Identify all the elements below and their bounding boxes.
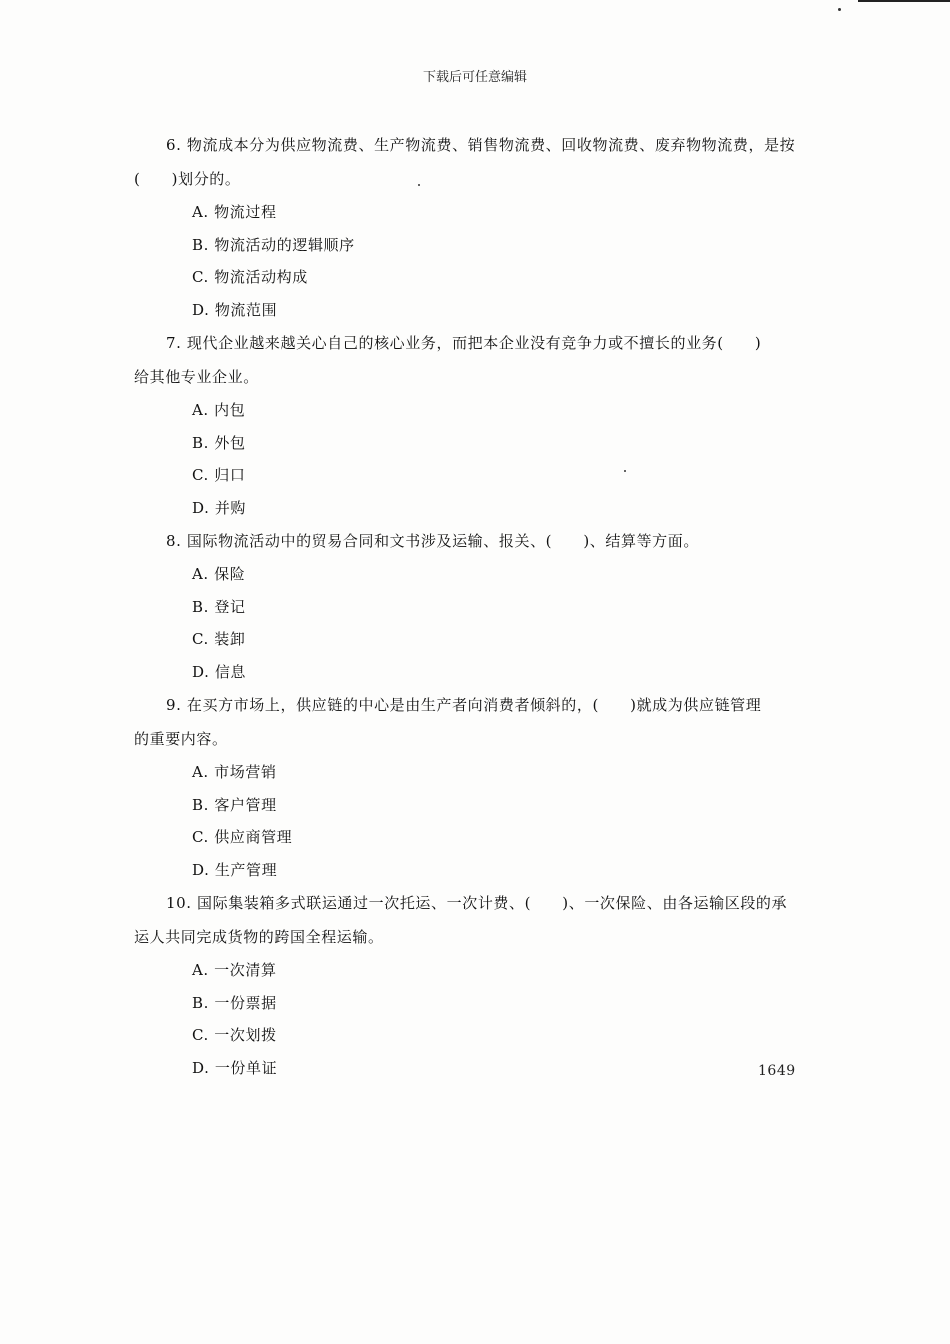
page-number: 1649 [758,1063,796,1079]
option-a: A. 市场营销 [192,763,277,781]
option-d: D. 生产管理 [192,860,278,879]
option-c: C. 装卸 [192,630,246,648]
question-stem-continued: 运人共同完成货物的跨国全程运输。 [134,928,384,946]
option-a: A. 物流过程 [192,203,277,221]
option-d: D. 物流范围 [192,300,278,319]
option-c: C. 供应商管理 [192,828,293,846]
question-6 [0,128,950,326]
option-a: A. 保险 [192,565,246,583]
question-stem: 8. 国际物流活动中的贸易合同和文书涉及运输、报关、( )、结算等方面。 [166,532,699,550]
option-d: D. 信息 [192,662,247,681]
question-stem-continued: ( )划分的。 [134,170,241,188]
option-d: D. 一份单证 [192,1058,278,1077]
question-stem: 7. 现代企业越来越关心自己的核心业务，而把本企业没有竞争力或不擅长的业务( ) [166,334,762,352]
scan-speck [838,8,841,11]
question-stem: 9. 在买方市场上，供应链的中心是由生产者向消费者倾斜的，( )就成为供应链管理 [166,696,762,714]
option-d: D. 并购 [192,498,247,517]
option-b: B. 外包 [192,433,246,452]
question-list [0,128,950,1084]
question-9 [0,688,950,886]
option-a: A. 一次清算 [192,961,277,979]
option-c: C. 一次划拨 [192,1026,277,1044]
page-header: 下载后可任意编辑 [422,70,527,85]
option-c: C. 归口 [192,466,246,484]
question-stem-continued: 的重要内容。 [134,730,228,748]
question-10 [0,886,950,1084]
option-c: C. 物流活动构成 [192,268,308,286]
option-b: B. 客户管理 [192,795,277,814]
question-8 [0,524,950,688]
option-b: B. 物流活动的逻辑顺序 [192,235,355,254]
question-7 [0,326,950,524]
option-b: B. 一份票据 [192,993,277,1012]
option-a: A. 内包 [192,401,246,419]
question-stem: 10. 国际集装箱多式联运通过一次托运、一次计费、( )、一次保险、由各运输区段的承 [166,894,788,912]
question-stem-continued: 给其他专业企业。 [134,368,259,386]
question-stem: 6. 物流成本分为供应物流费、生产物流费、销售物流费、回收物流费、废弃物物流费，是按 [166,136,796,154]
option-b: B. 登记 [192,597,246,616]
scan-edge-mark [858,0,950,2]
